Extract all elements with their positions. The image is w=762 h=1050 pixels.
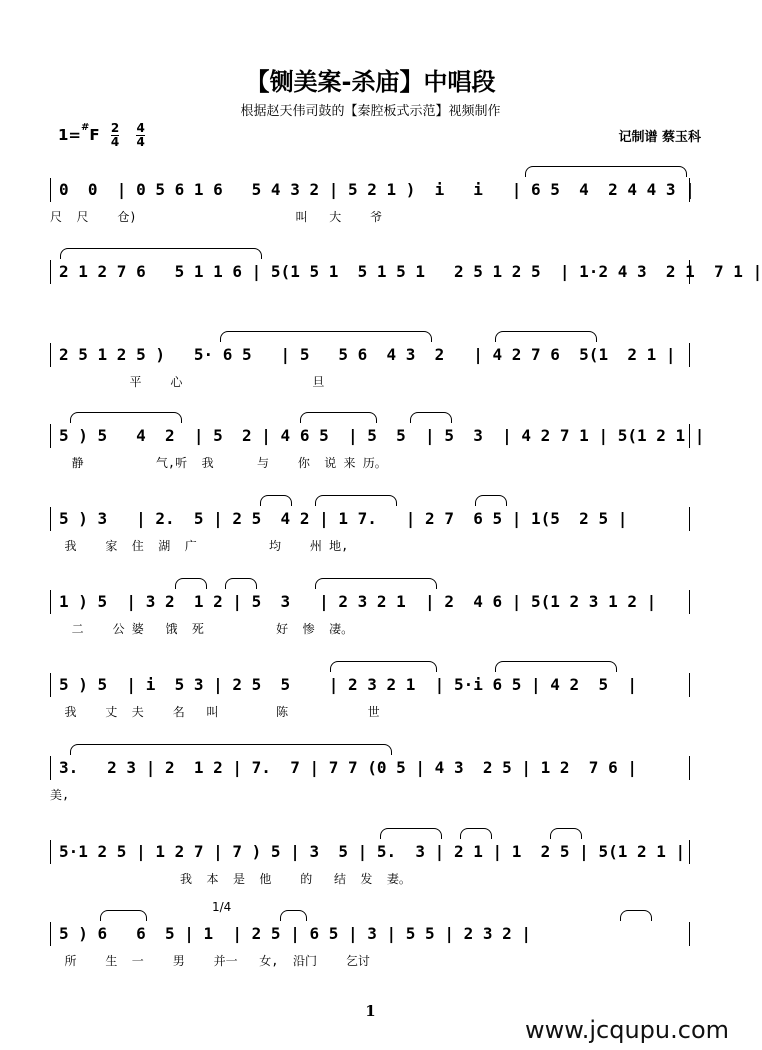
score-line-3 — [50, 343, 690, 413]
key-note: F — [89, 126, 100, 144]
slur — [220, 331, 432, 342]
notes-line-8: 3. 2 3 | 2 1 2 | 7. 7 | 7 7 (0 5 | 4 3 2 5 | 1 2 7 6 | — [50, 756, 690, 780]
notes-line-1: 0 0 | 0 5 6 1 6 5 4 3 2 | 5 2 1 ) i i | 6 5 4 2 4 4 3 | — [50, 178, 690, 202]
slur — [410, 412, 452, 423]
score-line-10 — [50, 900, 690, 992]
slur — [315, 578, 437, 589]
lyrics-line-10: 所 生 一 男 并一 女, 沿门 乞讨 — [50, 954, 370, 968]
slur — [380, 828, 442, 839]
lyrics-line-3: 平 心 旦 — [50, 375, 325, 389]
lyrics-line-6: 二 公 婆 饿 死 好 惨 凄。 — [50, 622, 354, 636]
notes-line-6: 1 ) 5 | 3 2 1 2 | 5 3 | 2 3 2 1 | 2 4 6 | 5(1 2 3 1 2 | — [50, 590, 690, 614]
notes-line-5: 5 ) 3 | 2. 5 | 2 5 4 2 | 1 7. | 2 7 6 5 | 1(5 2 5 | — [50, 507, 690, 531]
site-watermark: www.jcqupu.com — [525, 1016, 729, 1044]
score-title: 【铡美案-杀庙】中唱段 — [245, 68, 496, 96]
notes-line-9: 5·1 2 5 | 1 2 7 | 7 ) 5 | 3 5 | 5. 3 | 2 1 | 1 2 5 | 5(1 2 1 | — [50, 840, 690, 864]
score-line-9 — [50, 840, 690, 910]
notes-line-2: 2 1 2 7 6 5 1 1 6 | 5(1 5 1 5 1 5 1 2 5 1 2 5 | 1·2 4 3 2 1 7 1 | — [50, 260, 690, 284]
slur — [60, 248, 262, 259]
time2-numerator: 4 — [136, 121, 145, 135]
time1-denominator: 4 — [110, 135, 120, 149]
slur — [70, 744, 392, 755]
slur — [175, 578, 207, 589]
lyrics-line-2 — [50, 290, 690, 308]
time1-numerator: 2 — [110, 121, 120, 135]
key-prefix: 1= — [58, 126, 82, 144]
page-number: 1 — [365, 1002, 376, 1020]
lyrics-line-4: 静 气,听 我 与 你 说 来 历。 — [50, 456, 387, 470]
score-line-5 — [50, 507, 690, 577]
score-line-1 — [50, 178, 695, 248]
slur — [550, 828, 582, 839]
notes-line-7: 5 ) 5 | i 5 3 | 2 5 5 | 2 3 2 1 | 5·i 6 5 | 4 2 5 | — [50, 673, 690, 697]
notator-credit: 记制谱 蔡玉科 — [618, 130, 701, 145]
slur — [525, 166, 687, 177]
slur — [475, 495, 507, 506]
slur — [495, 331, 597, 342]
score-line-6 — [50, 590, 690, 660]
time2-denominator: 4 — [136, 135, 145, 149]
notes-line-10: 5 ) 6 6 5 | 1 | 2 5 | 6 5 | 3 | 5 5 | 2 3 2 | — [50, 922, 690, 946]
lyrics-line-5: 我 家 住 湖 广 均 州 地, — [50, 539, 349, 553]
slur — [225, 578, 257, 589]
slur — [70, 412, 182, 423]
score-line-2 — [50, 260, 762, 330]
score-line-4 — [50, 424, 705, 494]
lyrics-line-7: 我 丈 夫 名 叫 陈 世 — [50, 705, 380, 719]
notes-line-3: 2 5 1 2 5 ) 5· 6 5 | 5 5 6 4 3 2 | 4 2 7 6 5(1 2 1 | — [50, 343, 690, 367]
lyrics-line-9: 我 本 是 他 的 结 发 妻。 — [50, 872, 411, 886]
score-subtitle: 根据赵天伟司鼓的【秦腔板式示范】视频制作 — [240, 104, 501, 119]
time-signature-1 — [111, 122, 119, 149]
fraction-marker: 1/4 — [212, 900, 232, 914]
slur — [495, 661, 617, 672]
slur — [460, 828, 492, 839]
key-signature — [58, 122, 151, 149]
slur — [330, 661, 437, 672]
notes-line-4: 5 ) 5 4 2 | 5 2 | 4 6 5 | 5 5 | 5 3 | 4 2 7 1 | 5(1 2 1 | — [50, 424, 690, 448]
sharp-sign: # — [81, 122, 90, 133]
slur — [300, 412, 377, 423]
score-line-8 — [50, 756, 690, 826]
lyrics-line-1: 尺 尺 仓) 叫 大 爷 — [50, 210, 383, 224]
slur — [280, 910, 307, 921]
slur — [100, 910, 147, 921]
time-signature-2 — [136, 122, 144, 149]
slur — [315, 495, 397, 506]
score-line-7 — [50, 673, 690, 743]
slur — [620, 910, 652, 921]
slur — [260, 495, 292, 506]
lyrics-line-8: 美, — [50, 788, 70, 802]
